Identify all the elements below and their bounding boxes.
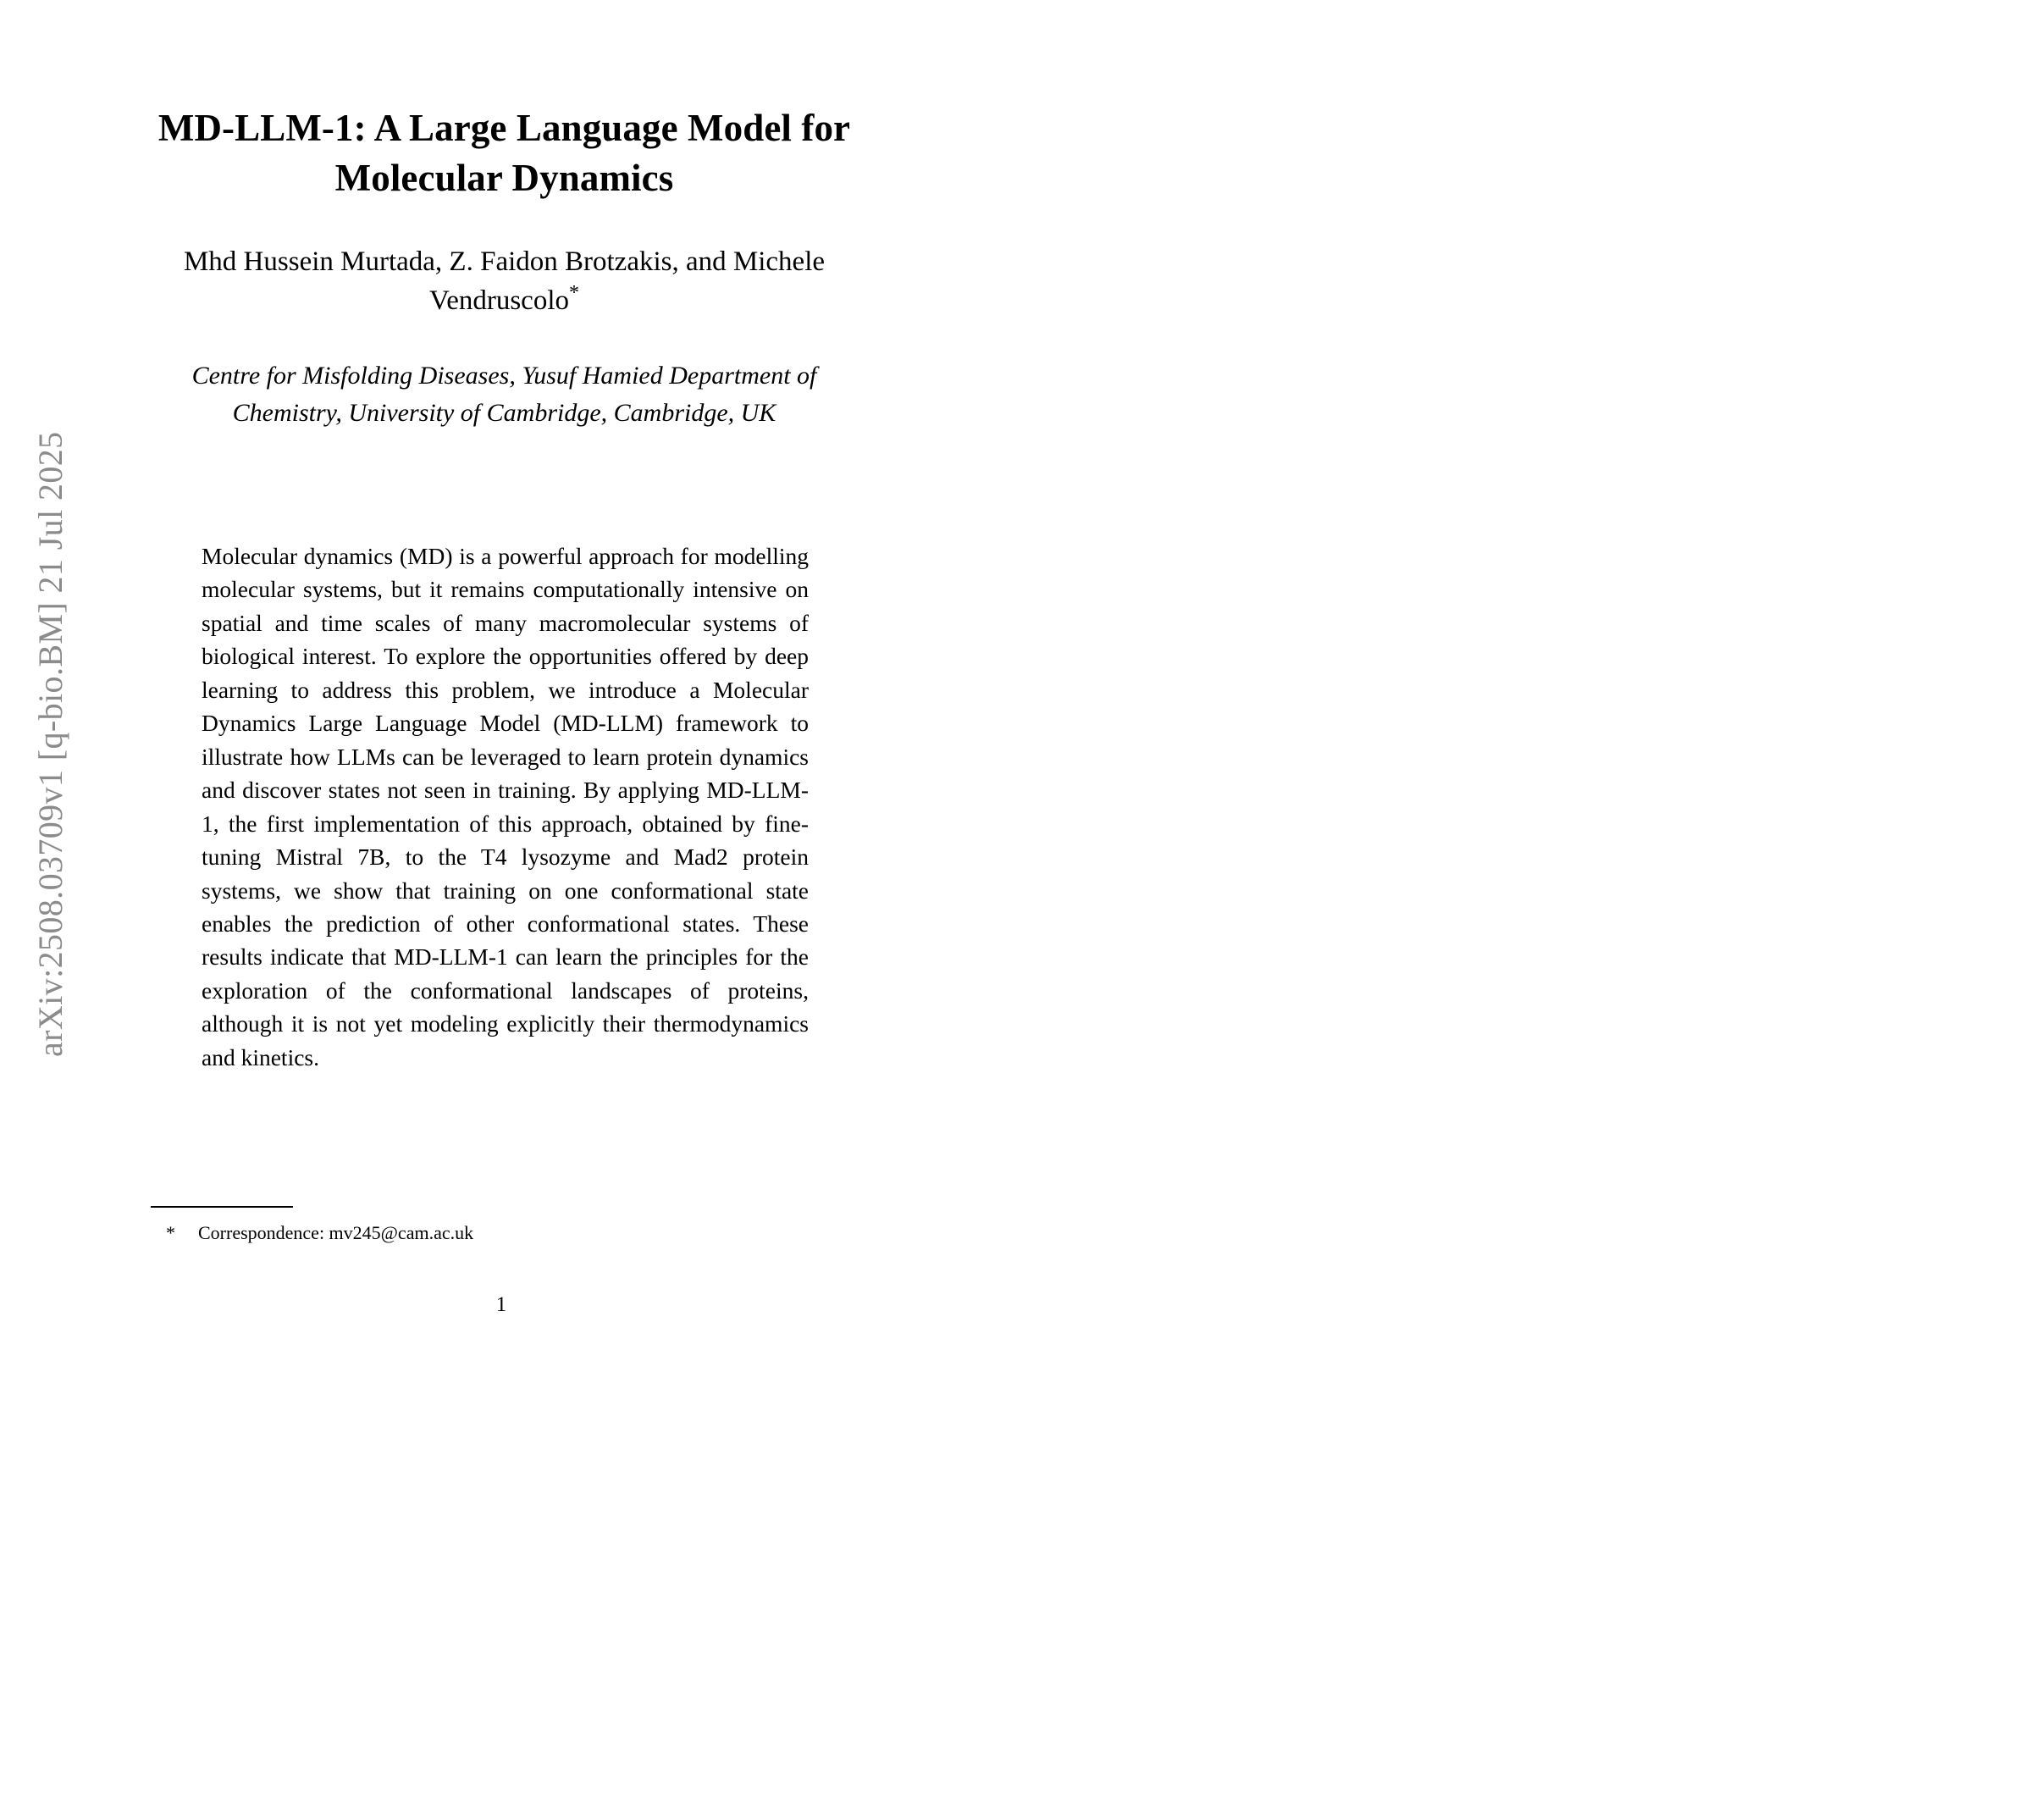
page-title: MD-LLM-1: A Large Language Model for Molecular Dynamics bbox=[157, 107, 851, 199]
arxiv-stamp-text: arXiv:2508.03709v1 [q-bio.BM] 21 Jul 2025 bbox=[30, 431, 69, 1057]
author-list bbox=[151, 243, 858, 320]
footnote-block bbox=[151, 1206, 743, 1246]
title-page bbox=[0, 0, 1009, 1426]
abstract-block bbox=[202, 539, 809, 1074]
footnote-rule bbox=[151, 1206, 293, 1208]
affiliation: Centre for Misfolding Diseases, Yusuf Hamied Department of Chemistry, University of Cambridge, Cambridge, UK bbox=[191, 362, 817, 427]
footnote-row bbox=[151, 1221, 743, 1246]
corresponding-author-marker: * bbox=[568, 281, 579, 304]
correspondence-email: Correspondence: mv245@cam.ac.uk bbox=[198, 1222, 474, 1243]
page-number-left: 1 bbox=[495, 1293, 507, 1316]
abstract-text: Molecular dynamics (MD) is a powerful approach for modelling molecular systems, but it remains computationally intensive on spatial and time scales of many macromolecular systems of biological interest. To explore the opportunities offered by deep learning to address this problem, we introduce a Molecular Dynamics Large Language Model (MD-LLM) framework to illustrate how LLMs can be leveraged to learn protein dynamics and discover states not seen in training. By applying MD-LLM-1, the first implementation of this approach, obtained by fine-tuning Mistral 7B, to the T4 lysozyme and Mad2 protein systems, we show that training on one conformational state enables the prediction of other conformational states. These results indicate that MD-LLM-1 can learn the principles for the exploration of the conformational landscapes of proteins, although it is not yet modeling explicitly their thermodynamics and kinetics. bbox=[202, 543, 809, 1070]
footnote-marker: * bbox=[166, 1222, 175, 1243]
title-block bbox=[151, 103, 858, 431]
body-page bbox=[1009, 0, 2017, 1426]
author-names: Mhd Hussein Murtada, Z. Faidon Brotzakis, and Michele Vendruscolo bbox=[183, 246, 826, 316]
